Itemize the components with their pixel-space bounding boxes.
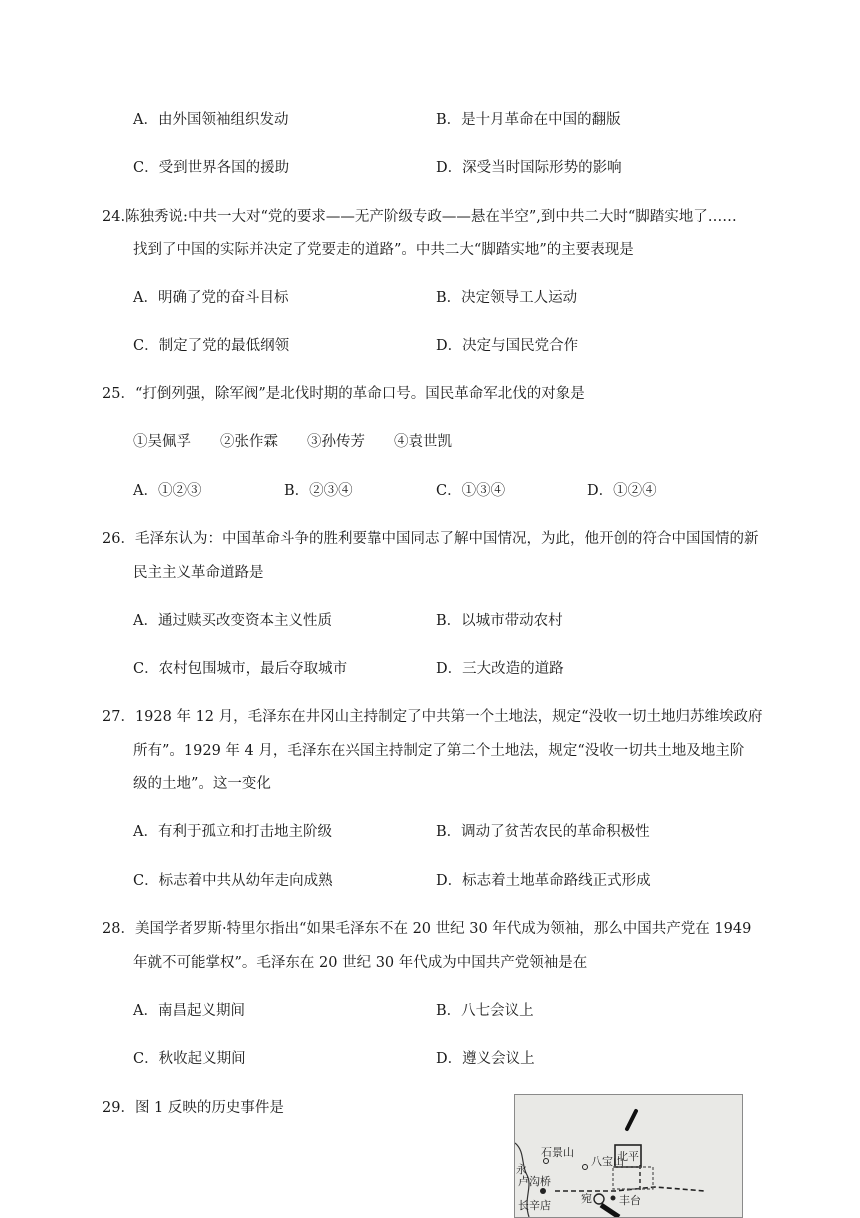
- q23-option-c[interactable]: C．受到世界各国的援助: [133, 160, 290, 176]
- q24-option-d[interactable]: D．决定与国民党合作: [436, 338, 579, 354]
- babaoshan-marker: [583, 1165, 588, 1170]
- map-svg: [515, 1095, 742, 1217]
- q28-option-c[interactable]: C．秋收起义期间: [133, 1051, 246, 1067]
- map-label-partial-yong: 永: [516, 1163, 527, 1176]
- map-label-beiping: 北平: [617, 1150, 639, 1163]
- q28-option-a[interactable]: A．南昌起义期间: [133, 1003, 245, 1019]
- arrow-stroke-top: [627, 1111, 636, 1129]
- map-label-fengtai: 丰台: [619, 1194, 641, 1207]
- q26-option-d[interactable]: D．三大改造的道路: [436, 661, 564, 677]
- map-label-partial-wan: 宛: [581, 1192, 592, 1205]
- q28-stem-line2: 年就不可能掌权”。毛泽东在 20 世纪 30 年代成为中国共产党领袖是在: [133, 955, 588, 971]
- q28-option-d[interactable]: D．遵义会议上: [436, 1051, 535, 1067]
- q23-option-a[interactable]: A．由外国领袖组织发动: [133, 112, 289, 128]
- q27-stem-line1: 27．1928 年 12 月，毛泽东在井冈山主持制定了中共第一个土地法，规定“没收一切土地归苏维埃政府: [102, 709, 763, 725]
- shijingshan-marker: [544, 1159, 549, 1164]
- q27-option-c[interactable]: C．标志着中共从幼年走向成熟: [133, 873, 333, 889]
- q28-option-b[interactable]: B．八七会议上: [436, 1003, 534, 1019]
- q25-stem-line1: 25．“打倒列强，除军阀”是北伐时期的革命口号。国民革命军北伐的对象是: [102, 386, 585, 402]
- q26-option-a[interactable]: A．通过赎买改变资本主义性质: [133, 613, 332, 629]
- q24-stem-line2: 找到了中国的实际并决定了党要走的道路”。中共二大“脚踏实地”的主要表现是: [133, 242, 634, 258]
- q23-option-d[interactable]: D．深受当时国际形势的影响: [436, 160, 622, 176]
- q27-stem-line3: 级的土地”。这一变化: [133, 776, 271, 792]
- arrow-stroke-bottom: [601, 1205, 619, 1217]
- lugouqiao-marker: [540, 1188, 546, 1194]
- q27-stem-line2: 所有”。1929 年 4 月，毛泽东在兴国主持制定了第二个土地法，规定“没收一切共土地及地主阶: [133, 743, 745, 759]
- q24-option-c[interactable]: C．制定了党的最低纲领: [133, 338, 290, 354]
- q25-items: ①吴佩孚 ②张作霖 ③孙传芳 ④袁世凯: [133, 434, 452, 450]
- q26-option-c[interactable]: C．农村包围城市，最后夺取城市: [133, 661, 348, 677]
- map-label-lugouqiao: 卢沟桥: [518, 1175, 551, 1188]
- q24-stem-line1: 24.陈独秀说:中共一大对“党的要求——无产阶级专政——悬在半空”,到中共二大时“脚踏实地了……: [102, 209, 737, 225]
- q25-option-d[interactable]: D．①②④: [587, 483, 657, 499]
- q29-stem-line1: 29．图 1 反映的历史事件是: [102, 1100, 284, 1116]
- q26-stem-line1: 26．毛泽东认为：中国革命斗争的胜利要靠中国同志了解中国情况，为此，他开创的符合中国国情的新: [102, 531, 759, 547]
- q25-option-c[interactable]: C．①③④: [436, 483, 506, 499]
- q28-stem-line1: 28．美国学者罗斯·特里尔指出“如果毛泽东不在 20 世纪 30 年代成为领袖，那么中国共产党在 1949: [102, 921, 752, 937]
- q25-option-b[interactable]: B．②③④: [284, 483, 353, 499]
- fengtai-marker: [611, 1196, 616, 1201]
- historical-map-figure: [514, 1094, 743, 1218]
- q26-stem-line2: 民主主义革命道路是: [133, 565, 264, 581]
- map-label-babaoshan: 八宝山: [591, 1155, 624, 1168]
- q27-option-b[interactable]: B．调动了贫苦农民的革命积极性: [436, 824, 650, 840]
- map-label-shijingshan: 石景山: [541, 1146, 574, 1159]
- q27-option-d[interactable]: D．标志着土地革命路线正式形成: [436, 873, 651, 889]
- q23-option-b[interactable]: B．是十月革命在中国的翻版: [436, 112, 621, 128]
- q27-option-a[interactable]: A．有利于孤立和打击地主阶级: [133, 824, 332, 840]
- q25-option-a[interactable]: A．①②③: [133, 483, 202, 499]
- beiping-outer-box: [613, 1167, 653, 1189]
- q24-option-b[interactable]: B．决定领导工人运动: [436, 290, 578, 306]
- wanping-marker: [594, 1194, 604, 1204]
- map-label-changxindian: 长辛店: [518, 1199, 551, 1212]
- q24-option-a[interactable]: A．明确了党的奋斗目标: [133, 290, 289, 306]
- q26-option-b[interactable]: B．以城市带动农村: [436, 613, 563, 629]
